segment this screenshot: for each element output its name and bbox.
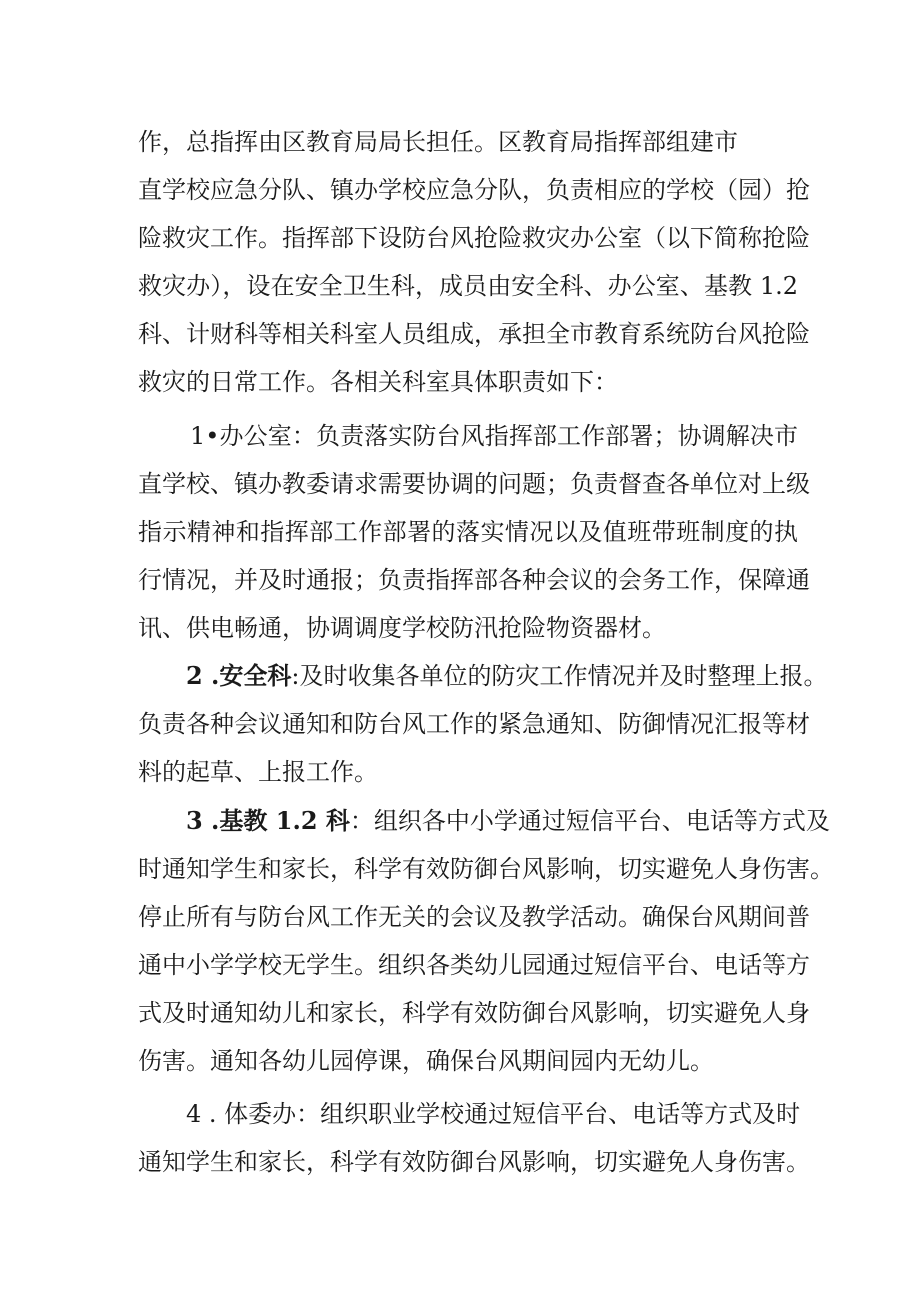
text-line: 通知学生和家长，科学有效防御台风影响，切实避免人身伤害。: [138, 1148, 810, 1176]
text-line: 时通知学生和家长，科学有效防御台风影响，切实避免人身伤害。: [138, 855, 834, 883]
text-line: 行情况，并及时通报；负责指挥部各种会议的会务工作，保障通: [138, 566, 810, 594]
text-line: 直学校应急分队、镇办学校应急分队，负责相应的学校（园）抢: [138, 176, 810, 204]
text-fragment: ：组织职业学校通过短信平台、电话等方式及时: [296, 1100, 801, 1128]
paragraph-sports-committee-duties: [138, 1090, 810, 1186]
item-heading-office: 1•办公室: [190, 422, 292, 450]
paragraph-basic-education-duties: [138, 797, 834, 1085]
paragraph-safety-duties: [138, 652, 828, 796]
item-heading-basic-education: 3 .基教 1.2 科: [186, 806, 350, 835]
text-line: 救灾的日常工作。各相关科室具体职责如下：: [138, 368, 618, 396]
text-line: 科、计财科等相关科室人员组成，承担全市教育系统防台风抢险: [138, 320, 810, 348]
text-line: 救灾办），设在安全卫生科，成员由安全科、办公室、基教 1.2: [138, 272, 798, 300]
paragraph-office-duties: [138, 412, 810, 652]
text-line: 通中小学学校无学生。组织各类幼儿园通过短信平台、电话等方: [138, 951, 810, 979]
text-line: 讯、供电畅通，协调调度学校防汛抢险物资器材。: [138, 614, 666, 642]
text-line: 作，总指挥由区教育局局长担任。区教育局指挥部组建市: [138, 128, 738, 156]
text-line: [138, 797, 830, 845]
paragraph-command-structure: [138, 118, 810, 406]
text-line: [138, 652, 828, 700]
text-fragment: :及时收集各单位的防灾工作情况并及时整理上报。: [291, 662, 828, 690]
text-line: 险救灾工作。指挥部下设防台风抢险救灾办公室（以下简称抢险: [138, 224, 810, 252]
text-line: 伤害。通知各幼儿园停课，确保台风期间园内无幼儿。: [138, 1047, 714, 1075]
item-heading-sports-committee: 4 . 体委办: [186, 1100, 297, 1128]
text-fragment: ：组织各中小学通过短信平台、电话等方式及: [349, 807, 830, 835]
text-line: 直学校、镇办教委请求需要协调的问题；负责督查各单位对上级: [138, 470, 810, 498]
text-line: 停止所有与防台风工作无关的会议及教学活动。确保台风期间普: [138, 903, 810, 931]
text-line: 料的起草、上报工作。: [138, 758, 378, 786]
text-line: [138, 1090, 801, 1138]
text-line: 指示精神和指挥部工作部署的落实情况以及值班带班制度的执: [138, 518, 798, 546]
text-line: [138, 412, 798, 460]
item-heading-safety: 2 .安全科: [186, 661, 292, 690]
text-line: 负责各种会议通知和防台风工作的紧急通知、防御情况汇报等材: [138, 710, 810, 738]
text-fragment: ：负责落实防台风指挥部工作部署；协调解决市: [291, 422, 798, 450]
text-line: 式及时通知幼儿和家长，科学有效防御台风影响，切实避免人身: [138, 999, 810, 1027]
